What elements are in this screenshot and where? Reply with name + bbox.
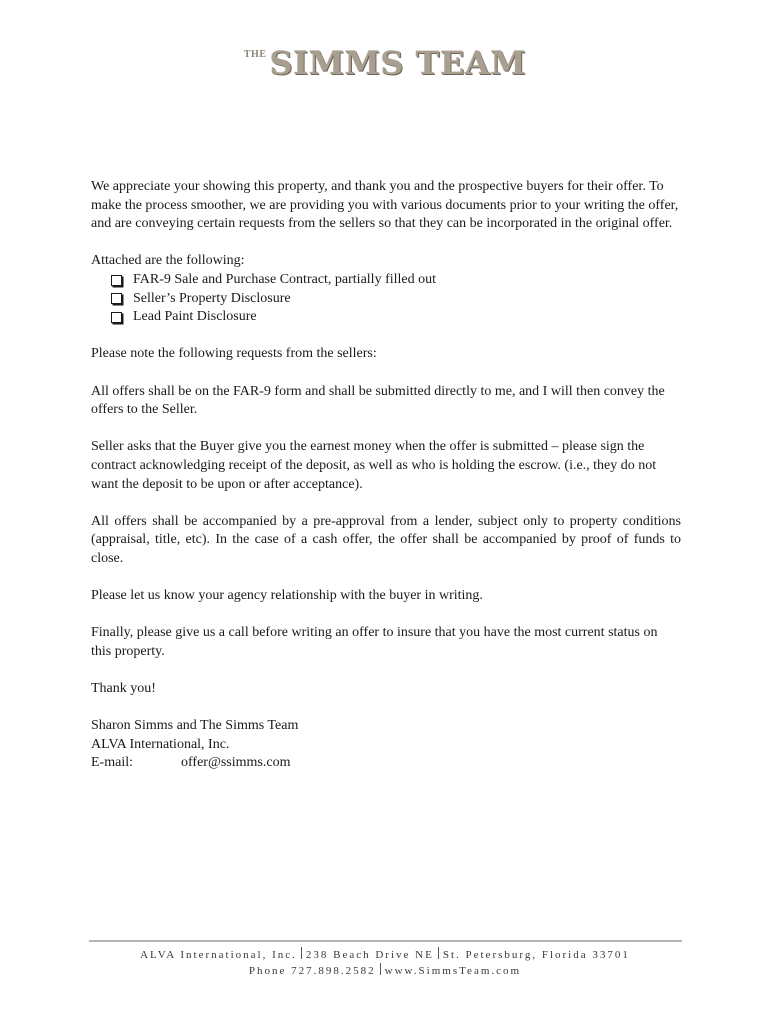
request-paragraph-4: Please let us know your agency relationship with the buyer in writing. [91,588,483,604]
letter-body [91,178,681,773]
footer-city: St. Petersburg, Florida 33701 [442,949,630,961]
footer-divider [89,940,682,942]
checkbox-bullet-icon [111,275,122,286]
closing-paragraph: Finally, please give us a call before writing an offer to insure that you have the most current status on this property. [91,625,658,659]
signature-block [91,717,681,773]
signature-name: Sharon Simms and The Simms Team [91,718,299,734]
attachments-list [91,271,681,327]
signature-email-row [91,754,681,773]
attached-heading: Attached are the following: [91,253,245,269]
attachment-label: Lead Paint Disclosure [133,309,257,325]
footer-line-2 [0,963,770,979]
footer [0,947,770,979]
letterhead-logo [0,44,770,82]
footer-separator [301,947,302,959]
email-label: E-mail: [91,755,133,771]
attachment-label: Seller’s Property Disclosure [133,290,291,306]
checkbox-bullet-icon [111,293,122,304]
logo-name: SIMMS TEAM [269,44,527,82]
footer-separator [438,947,439,959]
list-item [111,308,681,327]
footer-separator [380,963,381,975]
request-paragraph-2: Seller asks that the Buyer give you the earnest money when the offer is submitted – please sign the contract acknowledging receipt of the deposit, as well as who is holding the escrow. (i.e., they do not want the deposit to be upon or after acceptance). [91,439,657,492]
attachment-label: FAR-9 Sale and Purchase Contract, partially filled out [133,271,437,287]
footer-line-1 [0,947,770,963]
request-paragraph-3: All offers shall be accompanied by a pre-approval from a lender, subject only to property conditions (appraisal, title, etc). In the case of a cash offer, the offer shall be accompanied by proof of funds to close. [91,513,681,566]
request-paragraph-1: All offers shall be on the FAR-9 form and shall be submitted directly to me, and I will then convey the offers to the Seller. [91,383,665,418]
list-item [111,271,681,290]
list-item [111,290,681,309]
email-address: offer@ssimms.com [181,755,291,771]
footer-address: 238 Beach Drive NE [305,949,434,961]
footer-company: ALVA International, Inc. [140,949,297,961]
footer-phone: Phone 727.898.2582 [248,965,376,977]
intro-paragraph: We appreciate your showing this property, and thank you and the prospective buyers for their offer. To make the process smoother, we are providing you with various documents prior to your writing the offer, and are conveying certain requests from the sellers so that they can be incorporated in the original offer. [91,179,679,232]
requests-heading: Please note the following requests from the sellers: [91,346,377,362]
footer-website: www.SimmsTeam.com [384,965,522,977]
checkbox-bullet-icon [111,312,122,323]
logo-prefix: THE [243,49,267,60]
signature-company: ALVA International, Inc. [91,736,230,752]
thank-you: Thank you! [91,681,156,697]
